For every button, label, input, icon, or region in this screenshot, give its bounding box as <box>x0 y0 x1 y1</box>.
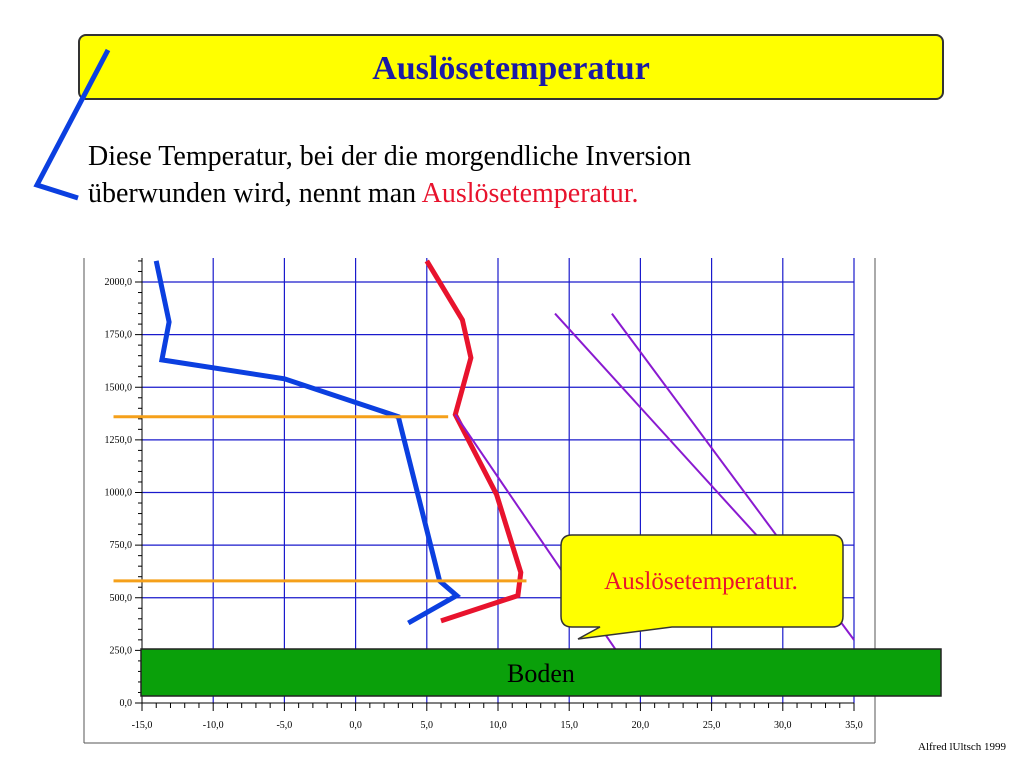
y-tick-label: 1250,0 <box>104 434 132 446</box>
x-tick-label: 0,0 <box>349 720 362 731</box>
x-tick-label: 5,0 <box>420 720 434 731</box>
x-tick-label: 35,0 <box>845 720 863 731</box>
ground-label: Boden <box>507 659 575 688</box>
x-tick-label: -15,0 <box>131 720 153 731</box>
x-tick-label: -5,0 <box>276 720 293 731</box>
callout-label: Auslösetemperatur. <box>604 568 798 595</box>
y-tick-label: 0,0 <box>119 698 132 709</box>
y-tick-label: 250,0 <box>109 645 132 657</box>
author-credit: Alfred lUltsch 1999 <box>918 741 1006 753</box>
y-tick-label: 750,0 <box>109 540 132 552</box>
y-tick-label: 1750,0 <box>104 329 132 341</box>
intro-highlight: Auslösetemperatur. <box>421 178 639 209</box>
x-tick-label: 25,0 <box>702 720 721 731</box>
x-tick-label: 10,0 <box>489 720 507 731</box>
x-tick-label: -10,0 <box>202 720 224 731</box>
y-tick-label: 1000,0 <box>104 487 132 499</box>
x-tick-label: 20,0 <box>631 720 650 731</box>
y-tick-label: 2000,0 <box>104 277 132 288</box>
intro-line-1: Diese Temperatur, bei der die morgendliche Inversion <box>88 141 692 172</box>
y-tick-label: 1500,0 <box>104 382 132 394</box>
x-tick-label: 15,0 <box>560 720 578 731</box>
y-tick-label: 500,0 <box>109 592 132 604</box>
slide-title: Auslösetemperatur <box>372 50 650 87</box>
intro-line-2-text: überwunden wird, nennt man <box>88 178 422 209</box>
x-tick-label: 30,0 <box>774 720 792 731</box>
